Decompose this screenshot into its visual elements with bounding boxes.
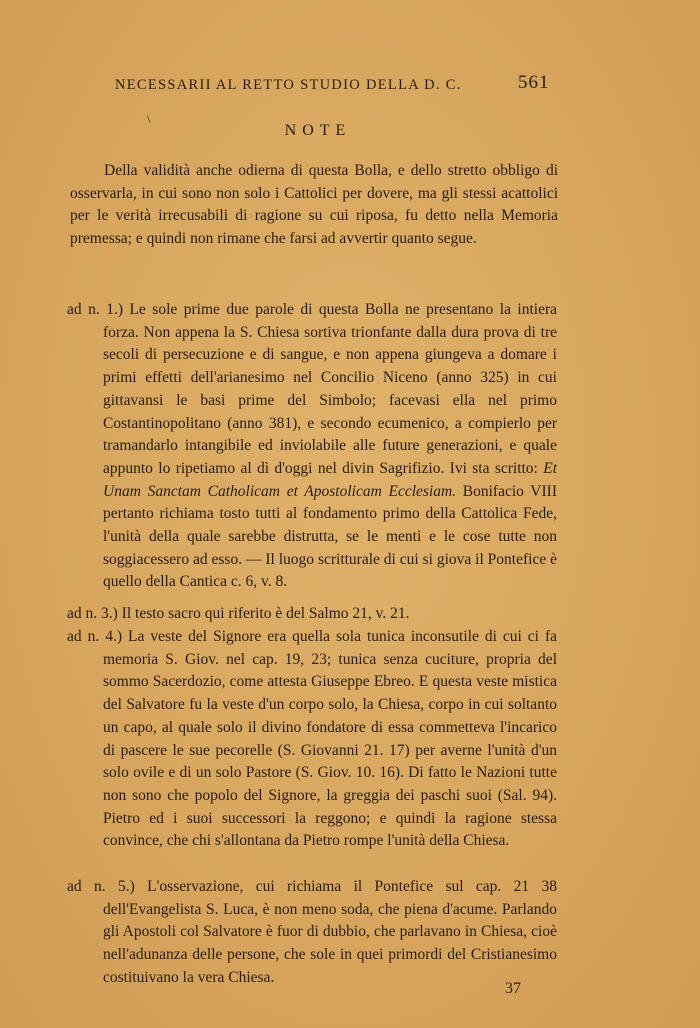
note-1 [67, 299, 557, 594]
note-ref: ad n. 4.) [67, 628, 123, 645]
note-text: La veste del Signore era quella sola tunica inconsutile di cui ci fa memoria S. Giov. nel cap. 19, 23; tunica senza cuciture, propria del sommo Sacerdozio, come attesta Giuseppe Ebreo. E questa veste mistica del Salvatore fu la veste d'un corpo solo, la Chiesa, corpo in cui soltanto un capo, al quale solo il divino fondatore di essa commetteva l'incarico di pascere le sue pecorelle (S. Giovanni 21. 17) per averne l'unità d'un solo ovile e di un solo Pastore (S. Giov. 10. 16). Di fatto le Nazioni tutte non sono che popolo del Signore, la greggia dei paschi suoi (Sal. 94). Pietro ed i suoi successori la reggono; e quindi la ragione stessa convince, che chi s'allontana da Pietro rompe l'unità della Chiesa. [103, 628, 557, 850]
note-ref: ad n. 5.) [67, 878, 135, 895]
note-text: Le sole prime due parole di questa Bolla ne presentano la intiera forza. Non appena la S. Chiesa sortiva trionfante dalla dura prova di tre secoli di persecuzione e di sangue, e non appena giungeva a domare i primi effetti dell'arianesimo nel Concilio Niceno (anno 325) in cui gittavansi le basi prime del Simbolo; facevasi ella nel primo Costantinopolitano (anno 381), e secondo ecumenico, a compierlo per tramandarlo intangibile ed inviolabile alle future generazioni, e quale appunto lo ripetiamo al dì d'oggi nel divin Sagrifizio. Ivi sta scritto: [103, 301, 558, 477]
latin-quote: Et Unam Sanctam Catholicam et Apostolicam Ecclesiam. [103, 459, 558, 500]
note-5 [67, 876, 557, 990]
note-text: Il testo sacro qui riferito è del Salmo 21, v. 21. [121, 605, 410, 622]
note-ref: ad n. 3.) [67, 605, 118, 622]
note-4 [67, 626, 557, 853]
note-text: Bonifacio VIII pertanto richiama tosto tutti al fondamento primo della Cattolica Fede, l'unità della quale sarebbe distrutta, se le menti e le cose tutte non soggiacessero ad esso. — Il luogo scritturale di cui si giova il Pontefice è quello della Cantica c. 6, v. 8. [103, 482, 557, 591]
note-ref: ad n. 1.) [67, 301, 123, 318]
signature-mark: 37 [505, 980, 521, 997]
intro-paragraph: Della validità anche odierna di questa Bolla, e dello stretto obbligo di osservarla, in cui sono non solo i Cattolici per dovere, ma gli stessi acattolici per le verità irrecusabili di ragione su cui riposa, fu detto nella Memoria premessa; e quindi non rimane che farsi ad avvertir quanto segue. [70, 162, 558, 248]
stray-mark: \ [147, 112, 151, 126]
note-text: L'osservazione, cui richiama il Pontefice sul cap. 21 38 dell'Evangelista S. Luca, è non meno soda, che piena d'acume. Parlando gli Apostoli col Salvatore è fuor di dubbio, che parlavano in Chiesa, cioè nell'adunanza delle persone, che sole in quei primordi del Cristianesimo costituivano la vera Chiesa. [103, 878, 558, 986]
running-head: NECESSARII AL RETTO STUDIO DELLA D. C. [115, 77, 462, 93]
note-3 [67, 603, 557, 626]
page-number: 561 [518, 72, 550, 93]
notes-title: NOTE [284, 122, 352, 139]
